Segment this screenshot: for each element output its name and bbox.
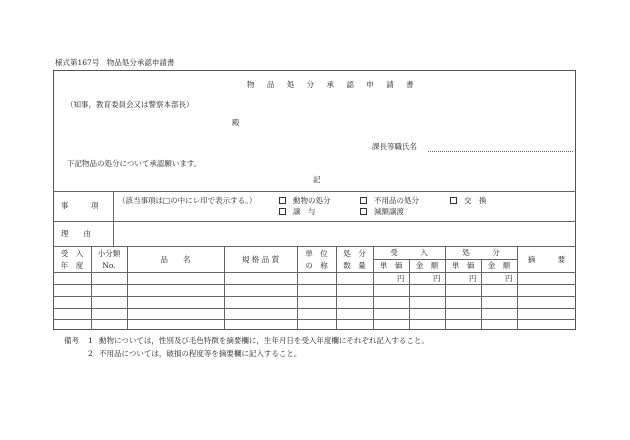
option-label: 動物の処分 [293,196,331,205]
line [53,191,576,192]
col-qty-2: 数 量 [343,261,366,270]
option-label: 不用品の処分 [374,196,419,205]
line [53,296,576,297]
option-label: 減額譲渡 [374,207,404,216]
option-reduced-transfer[interactable] [360,208,404,216]
col-spec: 規 格 品 質 [241,255,280,264]
ki-marker: 記 [313,175,321,184]
option-exchange[interactable] [450,197,487,205]
line [53,308,576,309]
line [113,191,114,246]
honorific: 殿 [232,118,240,127]
option-unwanted-disposal[interactable] [360,197,419,205]
line [445,246,446,330]
line [481,259,482,330]
col-unit-2: の 称 [305,261,328,270]
line [409,259,410,330]
note-2: 不用品については，破損の程度等を摘要欄に記入すること。 [99,349,302,358]
applicant-label: 課長等職氏名 [372,142,417,151]
receive-amount: 金 額 [415,261,439,270]
yen-unit: 円 [469,274,477,283]
col-receipt-1: 受 入 [60,249,84,258]
col-receive: 受 入 [390,248,428,257]
form-title: 物 品 処 分 承 認 申 請 書 [247,80,419,89]
note-2-number: 2 [88,349,93,358]
col-name: 品 名 [160,255,191,264]
form-code: 様式第167号 物品処分承認申請書 [55,58,175,67]
items-label: 事 項 [61,201,99,210]
option-animal-disposal[interactable] [279,197,331,205]
checkbox[interactable] [360,208,367,215]
line [91,246,92,330]
yen-unit: 円 [397,274,405,283]
line [53,319,576,320]
reason-label: 理 由 [61,229,91,238]
line [373,246,374,330]
checkbox[interactable] [279,208,286,215]
col-remarks: 摘 要 [527,255,566,264]
yen-unit: 円 [505,274,513,283]
col-subclass-2: No. [102,261,116,270]
note-1-number: 1 [88,336,93,345]
col-dispose: 処 分 [462,248,500,257]
col-unit-1: 単 位 [305,249,328,258]
yen-unit: 円 [433,274,441,283]
line [53,272,576,273]
line [53,221,576,222]
note-1: 動物については，性別及び毛色特徴を摘要欄に，生年月日を受入年度欄にそれぞれ記入すること。 [99,336,429,345]
receive-unit-price: 単 価 [379,261,403,270]
checkbox[interactable] [450,197,457,204]
dispose-amount: 金 額 [487,261,511,270]
request-text: 下記物品の処分について承認願います。 [67,159,202,168]
col-receipt-2: 年 度 [60,261,84,270]
option-label: 譲 与 [293,207,316,216]
line [297,246,298,330]
reason-field[interactable] [116,224,571,242]
notes-label: 備考 [64,336,79,345]
addressee: （知事，教育委員会又は警察本部長） [66,100,194,109]
dispose-unit-price: 単 価 [451,261,475,270]
col-qty-1: 処 分 [343,249,366,258]
items-note: （該当事項は□の中にレ印で表示する。） [118,196,257,205]
line [336,246,337,330]
option-label: 交 換 [464,196,487,205]
checkbox[interactable] [360,197,367,204]
line [53,284,576,285]
checkbox[interactable] [279,197,286,204]
option-transfer[interactable] [279,208,316,216]
line [53,246,576,247]
col-subclass-1: 小分類 [97,249,121,258]
applicant-signature-line[interactable] [428,151,573,152]
